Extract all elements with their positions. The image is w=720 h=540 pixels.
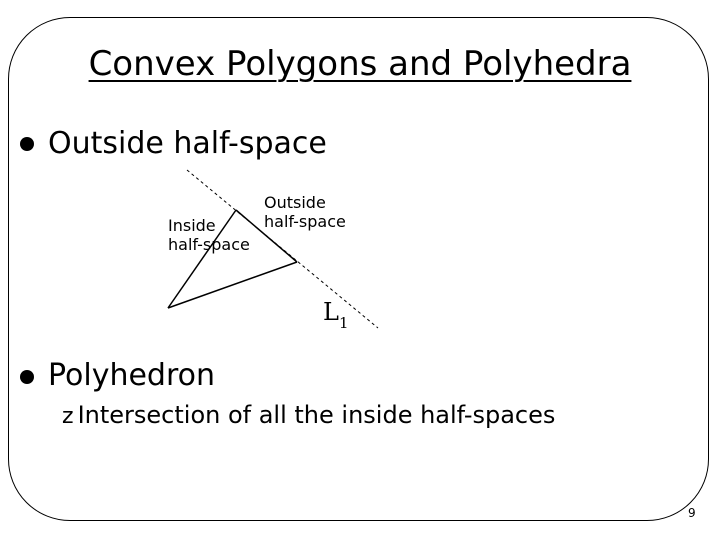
outside-label-line-1: Outside: [264, 193, 326, 212]
line-l1-label: [323, 298, 349, 332]
bullet-dot: [20, 370, 34, 384]
bullet-outside-half-space: Outside half-space: [48, 126, 327, 161]
outside-half-space-label: [264, 193, 346, 231]
inside-half-space-label: [168, 216, 250, 254]
inside-label-line-2: half-space: [168, 235, 250, 254]
sub-bullet-marker: z: [62, 404, 74, 429]
sub-bullet: [62, 400, 555, 432]
inside-label-line-1: Inside: [168, 216, 216, 235]
line-label-letter: L: [323, 298, 339, 326]
page-number: 9: [688, 506, 696, 520]
sub-bullet-text: Intersection of all the inside half-spaces: [77, 401, 556, 429]
slide-title-text: Convex Polygons and Polyhedra: [88, 44, 632, 84]
triangle-edge-bottom: [168, 262, 297, 308]
outside-label-line-2: half-space: [264, 212, 346, 231]
bullet-polyhedron: Polyhedron: [48, 358, 216, 393]
line-label-index: 1: [338, 314, 349, 332]
